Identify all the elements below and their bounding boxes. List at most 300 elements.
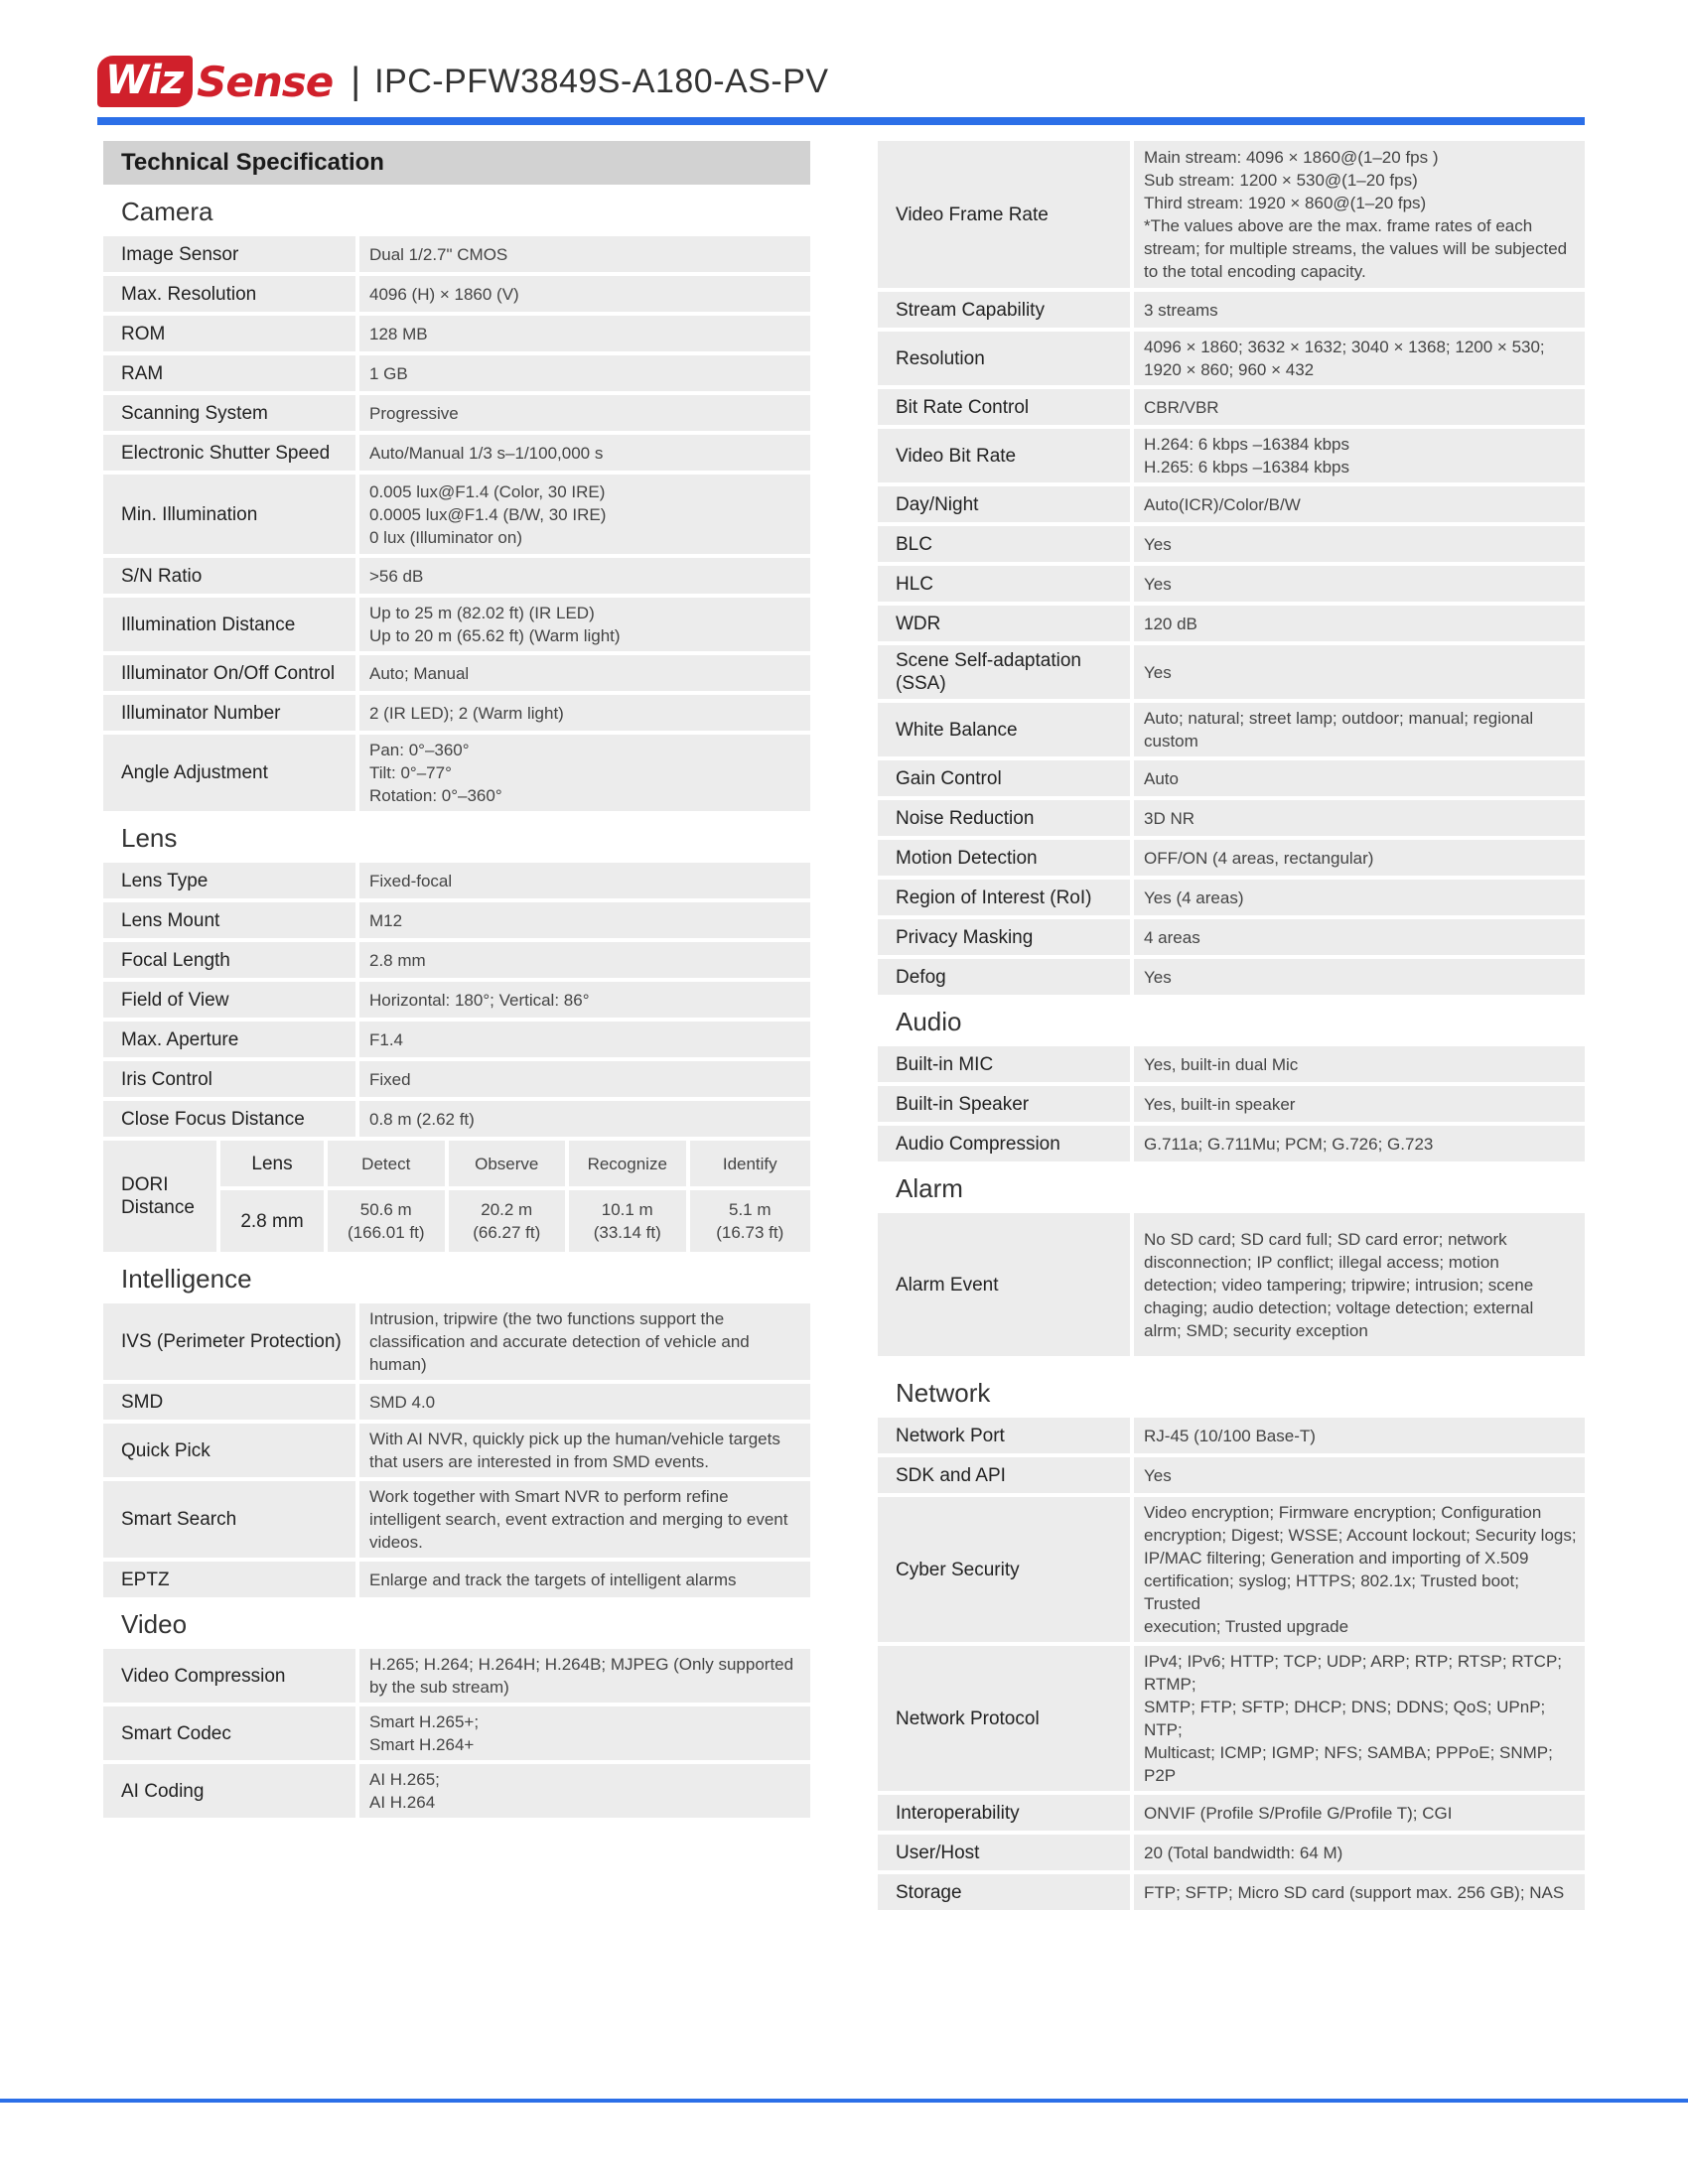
spec-key <box>103 395 359 431</box>
logo-wiz-text: Wiz <box>97 56 193 107</box>
spec-value-line: 0.8 m (2.62 ft) <box>369 1109 475 1129</box>
spec-row <box>103 982 810 1018</box>
spec-value <box>359 435 810 471</box>
spec-key-line: Smart Search <box>121 1509 237 1530</box>
spec-value-line: RJ-45 (10/100 Base-T) <box>1144 1426 1316 1445</box>
spec-value <box>359 355 810 391</box>
spec-key <box>103 863 359 898</box>
section-lens: Lens <box>121 823 178 853</box>
spec-value <box>359 982 810 1018</box>
spec-value <box>359 695 810 731</box>
spec-value-line: 4 areas <box>1144 927 1200 947</box>
spec-value <box>359 598 810 651</box>
spec-key <box>878 332 1134 385</box>
spec-value-line: CBR/VBR <box>1144 397 1219 417</box>
spec-key <box>103 355 359 391</box>
spec-value-line: 0.005 lux@F1.4 (Color, 30 IRE) <box>369 481 606 501</box>
spec-value-line: G.711a; G.711Mu; PCM; G.726; G.723 <box>1144 1134 1434 1154</box>
spec-value-line: H.265; H.264; H.264H; H.264B; MJPEG (Only supported <box>369 1655 794 1674</box>
spec-value-line: 3D NR <box>1144 808 1196 828</box>
spec-value-line: Auto <box>1144 768 1179 788</box>
spec-key-line: Alarm Event <box>896 1274 999 1296</box>
dori-header-observe: Observe <box>449 1141 570 1186</box>
spec-row <box>103 395 810 431</box>
title-separator: | <box>351 60 361 102</box>
spec-row <box>103 1303 810 1380</box>
spec-key <box>878 1126 1134 1161</box>
dori-label-line: Distance <box>121 1197 195 1218</box>
spec-value <box>359 942 810 978</box>
spec-key-line: Video Bit Rate <box>896 445 1017 467</box>
spec-value <box>359 863 810 898</box>
dori-lens-value: 2.8 mm <box>220 1190 328 1252</box>
spec-value <box>1134 800 1585 836</box>
spec-key-line: Built-in Speaker <box>896 1093 1030 1115</box>
spec-key-line: Audio Compression <box>896 1133 1060 1155</box>
spec-value <box>359 316 810 351</box>
spec-row <box>878 840 1585 876</box>
spec-value-line: Fixed <box>369 1069 411 1089</box>
spec-row <box>103 1706 810 1760</box>
spec-value-line: Yes <box>1144 574 1172 594</box>
spec-value <box>1134 1086 1585 1122</box>
spec-value <box>1134 959 1585 995</box>
spec-value-line: 4096 (H) × 1860 (V) <box>369 284 519 304</box>
spec-title: Technical Specification <box>103 141 810 185</box>
spec-value-line: SMD 4.0 <box>369 1392 436 1412</box>
section-audio: Audio <box>896 1007 962 1036</box>
spec-value-line: With AI NVR, quickly pick up the human/vehicle targets <box>369 1430 780 1448</box>
spec-row <box>103 902 810 938</box>
spec-value <box>1134 760 1585 796</box>
camera-table <box>103 232 810 815</box>
spec-row <box>878 526 1585 562</box>
spec-row <box>878 1086 1585 1122</box>
spec-key <box>878 1497 1134 1642</box>
spec-row <box>878 606 1585 641</box>
spec-row <box>103 1764 810 1818</box>
spec-row <box>878 760 1585 796</box>
spec-value-line: execution; Trusted upgrade <box>1144 1617 1349 1636</box>
spec-key <box>103 435 359 471</box>
spec-value-line: 120 dB <box>1144 614 1197 633</box>
spec-key-line: Max. Aperture <box>121 1028 239 1050</box>
spec-row <box>878 919 1585 955</box>
spec-value-line: 0 lux (Illuminator on) <box>369 527 523 547</box>
spec-key-line: Scene Self-adaptation <box>896 650 1081 671</box>
spec-value-line: Yes <box>1144 534 1172 554</box>
spec-value <box>359 1101 810 1137</box>
spec-value <box>1134 1126 1585 1161</box>
spec-value <box>359 1481 810 1558</box>
section-alarm: Alarm <box>896 1173 963 1203</box>
spec-row <box>878 566 1585 602</box>
spec-key-line: EPTZ <box>121 1569 170 1590</box>
spec-value-line: 128 MB <box>369 324 428 343</box>
spec-row <box>103 598 810 651</box>
spec-key <box>878 486 1134 522</box>
spec-key-line: Interoperability <box>896 1802 1020 1824</box>
spec-value-line: stream; for multiple streams, the values will be subjected <box>1144 239 1568 258</box>
spec-value <box>1134 1046 1585 1082</box>
spec-key <box>878 606 1134 641</box>
dori-value-detect <box>328 1190 449 1252</box>
spec-key-line: Stream Capability <box>896 299 1045 321</box>
dori-value-recognize <box>569 1190 690 1252</box>
spec-value <box>359 1303 810 1380</box>
spec-value <box>359 475 810 554</box>
spec-value-line: Yes (4 areas) <box>1144 887 1244 907</box>
spec-key <box>878 919 1134 955</box>
spec-value <box>359 1649 810 1703</box>
spec-value <box>1134 292 1585 328</box>
spec-key-line: Focal Length <box>121 949 230 971</box>
spec-value <box>1134 880 1585 915</box>
section-intelligence: Intelligence <box>121 1264 252 1294</box>
dori-value-line: (16.73 ft) <box>716 1223 784 1242</box>
spec-value-line: AI H.265; <box>369 1770 440 1789</box>
spec-row <box>103 695 810 731</box>
spec-key-line: Illuminator Number <box>121 702 281 724</box>
spec-key-line: Image Sensor <box>121 243 239 265</box>
spec-key-line: (SSA) <box>896 673 946 694</box>
spec-value-line: encryption; Digest; WSSE; Account lockout; Security logs; <box>1144 1526 1577 1545</box>
spec-value <box>1134 703 1585 756</box>
spec-key <box>878 1457 1134 1493</box>
spec-value-line: Progressive <box>369 403 459 423</box>
spec-value <box>1134 389 1585 425</box>
header-divider <box>97 117 1585 125</box>
spec-value-line: Main stream: 4096 × 1860@(1–20 fps ) <box>1144 148 1439 167</box>
spec-value-line: Sub stream: 1200 × 530@(1–20 fps) <box>1144 171 1418 190</box>
spec-value <box>359 1764 810 1818</box>
spec-row <box>103 435 810 471</box>
spec-key-line: Defog <box>896 966 946 988</box>
spec-key-line: White Balance <box>896 719 1018 741</box>
spec-value <box>359 902 810 938</box>
video-right-table <box>878 137 1585 999</box>
spec-key-line: Region of Interest (RoI) <box>896 887 1092 908</box>
spec-value-line: by the sub stream) <box>369 1678 509 1697</box>
spec-row <box>103 355 810 391</box>
spec-key <box>878 526 1134 562</box>
spec-key <box>878 1874 1134 1910</box>
spec-value-line: Yes <box>1144 662 1172 682</box>
spec-key <box>103 276 359 312</box>
spec-row <box>878 292 1585 328</box>
dori-header-recognize: Recognize <box>569 1141 690 1186</box>
spec-value <box>1134 919 1585 955</box>
spec-key-line: Lens Type <box>121 870 209 891</box>
spec-key <box>103 316 359 351</box>
spec-value-line: OFF/ON (4 areas, rectangular) <box>1144 848 1374 868</box>
spec-value <box>1134 332 1585 385</box>
spec-key <box>103 558 359 594</box>
section-video: Video <box>121 1609 188 1639</box>
spec-key <box>878 1835 1134 1870</box>
spec-value <box>359 1061 810 1097</box>
dori-value-observe <box>449 1190 570 1252</box>
spec-value-line: certification; syslog; HTTPS; 802.1x; Trusted boot; Trusted <box>1144 1571 1519 1613</box>
spec-key-line: HLC <box>896 573 934 595</box>
spec-row <box>103 735 810 811</box>
spec-value-line: Auto; natural; street lamp; outdoor; manual; regional <box>1144 709 1534 728</box>
spec-value-line: alrm; SMD; security exception <box>1144 1320 1368 1340</box>
spec-key-line: Network Port <box>896 1425 1005 1446</box>
spec-key <box>878 840 1134 876</box>
spec-key <box>878 429 1134 482</box>
spec-key <box>878 880 1134 915</box>
spec-row <box>878 880 1585 915</box>
spec-value-line: IP/MAC filtering; Generation and importing of X.509 <box>1144 1549 1529 1568</box>
spec-key <box>878 1646 1134 1791</box>
spec-value-line: Yes <box>1144 1465 1172 1485</box>
spec-key-line: SDK and API <box>896 1464 1006 1486</box>
spec-value <box>1134 1646 1585 1791</box>
spec-value-line: 20 (Total bandwidth: 64 M) <box>1144 1843 1343 1862</box>
spec-value-line: 1 GB <box>369 363 408 383</box>
spec-value-line: Yes, built-in dual Mic <box>1144 1054 1299 1074</box>
spec-key-line: Privacy Masking <box>896 926 1034 948</box>
spec-key-line: Motion Detection <box>896 847 1038 869</box>
spec-key <box>103 1562 359 1597</box>
spec-key <box>878 645 1134 699</box>
spec-row <box>878 1457 1585 1493</box>
spec-value-line: Smart H.264+ <box>369 1735 475 1754</box>
spec-row <box>878 703 1585 756</box>
spec-key <box>103 982 359 1018</box>
spec-key-line: BLC <box>896 533 932 555</box>
spec-value <box>1134 1457 1585 1493</box>
dori-value-line: 20.2 m <box>481 1200 533 1219</box>
spec-key-line: Angle Adjustment <box>121 762 268 783</box>
spec-key-line: Built-in MIC <box>896 1053 994 1075</box>
spec-value <box>1134 486 1585 522</box>
spec-value <box>359 395 810 431</box>
spec-row <box>878 141 1585 288</box>
spec-key-line: RAM <box>121 362 164 384</box>
spec-value-line: Third stream: 1920 × 860@(1–20 fps) <box>1144 194 1427 212</box>
spec-value <box>1134 429 1585 482</box>
spec-value-line: Tilt: 0°–77° <box>369 763 452 782</box>
spec-value <box>1134 1795 1585 1831</box>
spec-value-line: detection; video tampering; tripwire; intrusion; scene <box>1144 1275 1534 1295</box>
spec-value-line: H.265: 6 kbps –16384 kbps <box>1144 458 1349 477</box>
spec-value-line: 2 (IR LED); 2 (Warm light) <box>369 703 564 723</box>
dori-header-row <box>103 1141 810 1186</box>
spec-value-line: Multicast; ICMP; IGMP; NFS; SAMBA; PPPoE; SNMP; P2P <box>1144 1743 1553 1785</box>
dori-header-detect: Detect <box>328 1141 449 1186</box>
spec-key-line: Illumination Distance <box>121 614 296 635</box>
spec-key <box>878 389 1134 425</box>
logo-sense-text: Sense <box>197 57 334 106</box>
right-column <box>878 141 1585 1914</box>
spec-row <box>878 800 1585 836</box>
spec-row <box>878 959 1585 995</box>
spec-row <box>103 1061 810 1097</box>
spec-key-line: Gain Control <box>896 767 1002 789</box>
spec-row <box>103 655 810 691</box>
spec-row <box>103 1101 810 1137</box>
spec-key <box>878 1213 1134 1356</box>
spec-key <box>878 959 1134 995</box>
spec-value-line: Auto; Manual <box>369 663 470 683</box>
spec-key-line: ROM <box>121 323 166 344</box>
spec-key-line: WDR <box>896 613 941 634</box>
spec-value <box>359 1384 810 1420</box>
spec-row <box>878 1213 1585 1356</box>
spec-key-line: Scanning System <box>121 402 268 424</box>
spec-value-line: No SD card; SD card full; SD card error; network <box>1144 1229 1507 1249</box>
spec-key-line: Day/Night <box>896 493 979 515</box>
spec-value <box>1134 1418 1585 1453</box>
spec-value-line: 1920 × 860; 960 × 432 <box>1144 360 1315 379</box>
spec-row <box>103 863 810 898</box>
spec-key-line: Cyber Security <box>896 1559 1020 1580</box>
dori-value-line: 10.1 m <box>601 1200 653 1219</box>
spec-key <box>103 1649 359 1703</box>
spec-key <box>103 598 359 651</box>
spec-row <box>103 942 810 978</box>
spec-value-line: F1.4 <box>369 1029 404 1049</box>
spec-value <box>359 655 810 691</box>
spec-row <box>103 236 810 272</box>
spec-row <box>878 645 1585 699</box>
spec-value <box>1134 840 1585 876</box>
spec-value-line: SMTP; FTP; SFTP; DHCP; DNS; DDNS; QoS; UPnP; NTP; <box>1144 1698 1546 1739</box>
spec-key-line: Storage <box>896 1881 962 1903</box>
spec-key-line: Lens Mount <box>121 909 220 931</box>
spec-value-line: ONVIF (Profile S/Profile G/Profile T); CGI <box>1144 1803 1453 1823</box>
spec-value-line: >56 dB <box>369 566 424 586</box>
spec-key-line: Min. Illumination <box>121 503 258 525</box>
spec-row <box>103 558 810 594</box>
spec-key <box>878 703 1134 756</box>
spec-value-line: Video encryption; Firmware encryption; Configuration <box>1144 1503 1542 1522</box>
spec-value <box>1134 566 1585 602</box>
model-title: IPC-PFW3849S-A180-AS-PV <box>374 62 829 100</box>
spec-key <box>103 735 359 811</box>
spec-value-line: Enlarge and track the targets of intelligent alarms <box>369 1570 737 1589</box>
spec-key <box>878 1046 1134 1082</box>
spec-key <box>103 1764 359 1818</box>
spec-key-line: Video Compression <box>121 1665 286 1687</box>
spec-value-line: Fixed-focal <box>369 871 453 890</box>
dori-header-identify: Identify <box>690 1141 811 1186</box>
spec-value-line: 4096 × 1860; 3632 × 1632; 3040 × 1368; 1200 × 530; <box>1144 338 1545 356</box>
spec-value <box>359 276 810 312</box>
spec-value-line: Intrusion, tripwire (the two functions support the <box>369 1309 725 1328</box>
spec-key-line: Field of View <box>121 989 229 1011</box>
spec-value <box>1134 141 1585 288</box>
spec-row <box>878 1126 1585 1161</box>
spec-key <box>103 1424 359 1477</box>
spec-value-line: intelligent search, event extraction and merging to event <box>369 1510 788 1529</box>
dori-table <box>103 1137 810 1256</box>
spec-key-line: Iris Control <box>121 1068 212 1090</box>
spec-value <box>359 735 810 811</box>
spec-row <box>878 1874 1585 1910</box>
spec-row <box>103 1649 810 1703</box>
dori-value-line: (166.01 ft) <box>348 1223 425 1242</box>
spec-row <box>103 1384 810 1420</box>
alarm-table <box>878 1209 1585 1360</box>
spec-value <box>359 1706 810 1760</box>
spec-key-line: Smart Codec <box>121 1722 231 1744</box>
spec-key <box>878 1086 1134 1122</box>
spec-value-line: disconnection; IP conflict; illegal access; motion <box>1144 1252 1499 1272</box>
spec-value-line: human) <box>369 1355 427 1374</box>
spec-value-line: FTP; SFTP; Micro SD card (support max. 256 GB); NAS <box>1144 1882 1565 1902</box>
spec-value <box>1134 1874 1585 1910</box>
spec-value-line: Auto(ICR)/Color/B/W <box>1144 494 1301 514</box>
spec-key <box>878 760 1134 796</box>
spec-row <box>878 1497 1585 1642</box>
spec-value-line: that users are interested in from SMD events. <box>369 1452 710 1471</box>
spec-value-line: 2.8 mm <box>369 950 426 970</box>
spec-value-line: classification and accurate detection of vehicle and <box>369 1332 750 1351</box>
spec-key-line: SMD <box>121 1391 164 1413</box>
spec-key-line: Illuminator On/Off Control <box>121 662 336 684</box>
spec-key <box>103 1022 359 1057</box>
spec-row <box>878 332 1585 385</box>
spec-key-line: Resolution <box>896 347 985 369</box>
spec-value-line: H.264: 6 kbps –16384 kbps <box>1144 435 1349 454</box>
spec-value-line: 0.0005 lux@F1.4 (B/W, 30 IRE) <box>369 504 607 524</box>
spec-key-line: Electronic Shutter Speed <box>121 442 331 464</box>
spec-key <box>103 902 359 938</box>
spec-value-line: IPv4; IPv6; HTTP; TCP; UDP; ARP; RTP; RTSP; RTCP; RTMP; <box>1144 1652 1563 1694</box>
spec-key <box>103 1706 359 1760</box>
spec-value <box>359 558 810 594</box>
spec-value-line: Auto/Manual 1/3 s–1/100,000 s <box>369 443 604 463</box>
spec-row <box>878 1795 1585 1831</box>
spec-key-line: Close Focus Distance <box>121 1108 305 1130</box>
spec-value <box>359 1424 810 1477</box>
spec-value-line: *The values above are the max. frame rates of each <box>1144 216 1533 235</box>
spec-value-line: videos. <box>369 1533 423 1552</box>
intelligence-table <box>103 1299 810 1601</box>
spec-value-line: chaging; audio detection; voltage detection; external <box>1144 1297 1534 1317</box>
spec-key <box>103 655 359 691</box>
spec-value <box>1134 606 1585 641</box>
spec-key <box>103 236 359 272</box>
dori-value-line: 5.1 m <box>728 1200 772 1219</box>
spec-row <box>878 486 1585 522</box>
lens-table <box>103 859 810 1141</box>
spec-value-line: Yes <box>1144 967 1172 987</box>
spec-key-line: Network Protocol <box>896 1707 1040 1729</box>
spec-row <box>878 1835 1585 1870</box>
spec-key <box>103 1303 359 1380</box>
spec-key-line: Noise Reduction <box>896 807 1035 829</box>
spec-value-line: Horizontal: 180°; Vertical: 86° <box>369 990 590 1010</box>
spec-key <box>103 942 359 978</box>
spec-row <box>878 429 1585 482</box>
audio-table <box>878 1042 1585 1165</box>
spec-value-line: Pan: 0°–360° <box>369 741 470 759</box>
spec-value-line: Rotation: 0°–360° <box>369 786 502 805</box>
spec-key <box>103 1101 359 1137</box>
section-network: Network <box>896 1378 991 1408</box>
spec-value <box>359 1562 810 1597</box>
spec-key <box>878 292 1134 328</box>
footer-divider <box>0 2099 1688 2103</box>
spec-value <box>1134 526 1585 562</box>
left-column <box>103 141 810 1822</box>
spec-value-line: Smart H.265+; <box>369 1712 480 1731</box>
spec-row <box>878 1046 1585 1082</box>
